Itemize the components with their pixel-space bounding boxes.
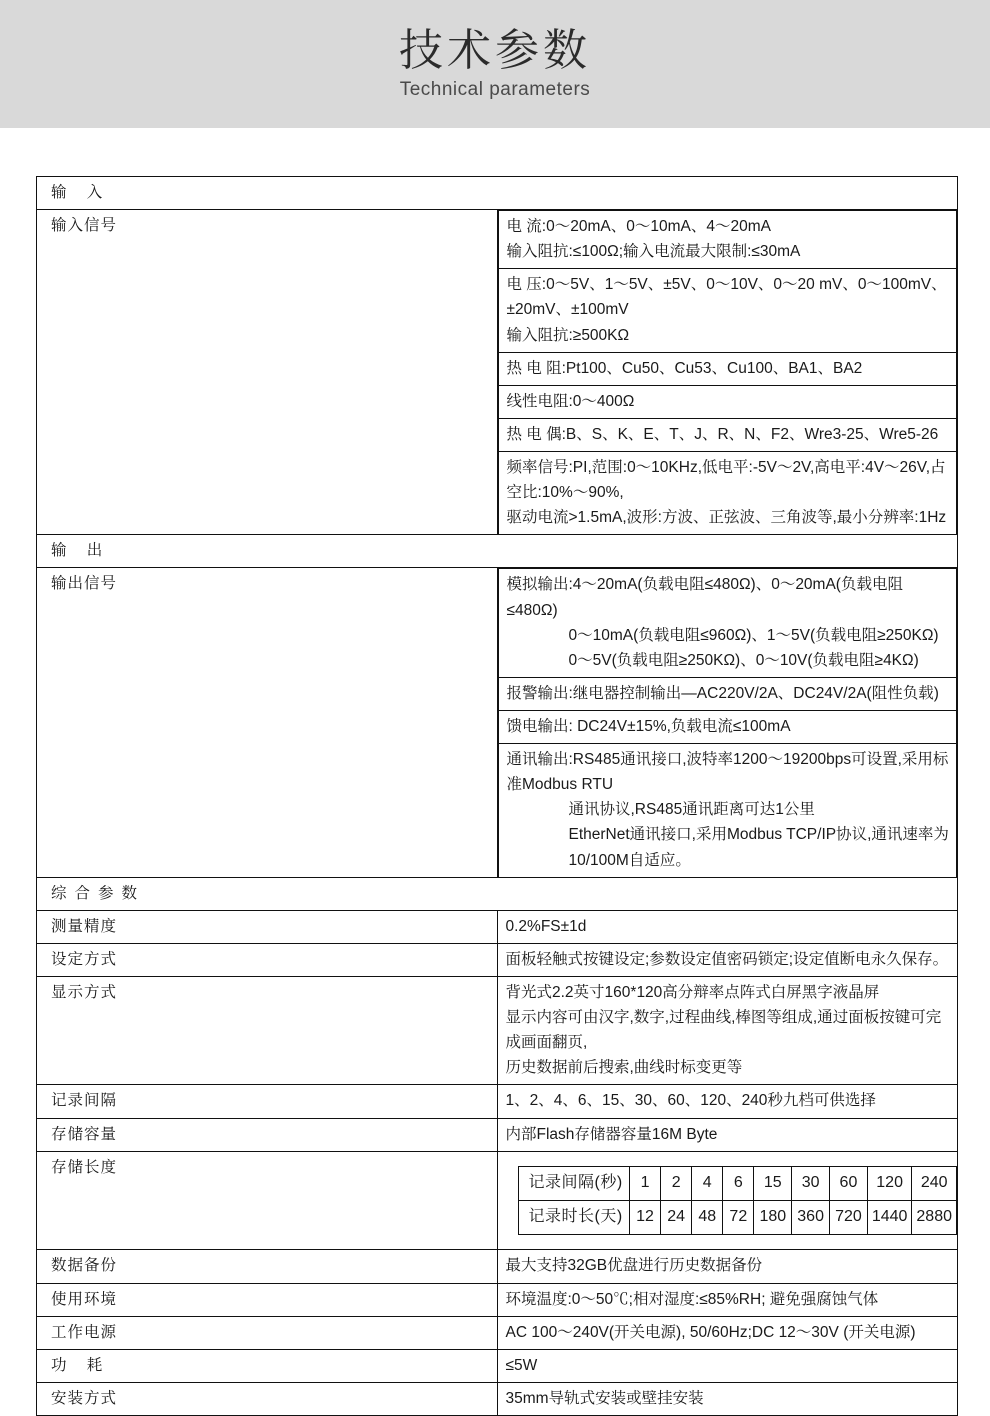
spec-sheet xyxy=(0,128,990,1416)
table-row-interval xyxy=(37,1085,958,1118)
grid-cell: 180 xyxy=(754,1201,792,1235)
table-row-input-signal xyxy=(37,210,958,535)
list-item xyxy=(498,352,957,385)
table-row-accuracy xyxy=(37,910,958,943)
grid-cell: 24 xyxy=(661,1201,692,1235)
table-row-output-signal xyxy=(37,568,958,877)
output-signal-group xyxy=(498,568,958,876)
input-current-line: 电 流:0～20mA、0～10mA、4～20mA xyxy=(506,218,771,236)
grid-cell: 30 xyxy=(792,1166,830,1200)
storage-length-grid xyxy=(518,1166,958,1236)
row-label-power: 工作电源 xyxy=(37,1316,498,1349)
table-row-setting xyxy=(37,943,958,976)
page-banner xyxy=(0,0,990,128)
table-row-display xyxy=(37,976,958,1084)
row-label-input-signal: 输入信号 xyxy=(37,210,498,535)
grid-header-duration: 记录时长(天) xyxy=(518,1201,630,1235)
display-line-1: 背光式2.2英寸160*120高分辩率点阵式白屏黑字液晶屏 xyxy=(505,983,880,1001)
output-analog-line-1: 模拟输出:4～20mA(负载电阻≤480Ω)、0～20mA(负载电阻≤480Ω) xyxy=(506,576,903,619)
grid-cell: 72 xyxy=(723,1201,754,1235)
row-value-consumption: ≤5W xyxy=(497,1349,958,1382)
table-row-consumption xyxy=(37,1349,958,1382)
input-frequency-line-2: 驱动电流>1.5mA,波形:方波、正弦波、三角波等,最小分辨率:1Hz xyxy=(506,509,947,527)
grid-cell: 120 xyxy=(867,1166,912,1200)
grid-cell: 1440 xyxy=(867,1201,912,1235)
display-line-3: 历史数据前后搜索,曲线时标变更等 xyxy=(505,1059,743,1077)
table-row-capacity xyxy=(37,1118,958,1151)
input-current-impedance-line: 输入阻抗:≤100Ω;输入电流最大限制:≤30mA xyxy=(506,243,801,261)
row-value-display xyxy=(497,976,958,1084)
grid-cell: 4 xyxy=(692,1166,723,1200)
grid-header-interval: 记录间隔(秒) xyxy=(518,1166,630,1200)
grid-cell: 60 xyxy=(830,1166,868,1200)
row-value-input-signal xyxy=(497,210,958,535)
list-item xyxy=(498,385,957,418)
output-comm-line-1: 通讯输出:RS485通讯接口,波特率1200～19200bps可设置,采用标准Modbus RTU xyxy=(506,751,949,794)
row-label-capacity: 存储容量 xyxy=(37,1118,498,1151)
list-item xyxy=(498,744,957,877)
grid-cell: 2880 xyxy=(912,1201,957,1235)
input-rtd-line: 热 电 阻:Pt100、Cu50、Cu53、Cu100、BA1、BA2 xyxy=(506,359,863,377)
row-value-capacity: 内部Flash存储器容量16M Byte xyxy=(497,1118,958,1151)
section-header-input xyxy=(37,177,958,210)
row-label-mounting: 安装方式 xyxy=(37,1382,498,1415)
row-value-interval: 1、2、4、6、15、30、60、120、240秒九档可供选择 xyxy=(497,1085,958,1118)
grid-cell: 12 xyxy=(630,1201,661,1235)
specifications-table xyxy=(36,176,958,1416)
page-title: 技术参数 xyxy=(399,25,591,75)
input-linear-resistance-line: 线性电阻:0～400Ω xyxy=(506,392,635,410)
grid-cell: 2 xyxy=(661,1166,692,1200)
grid-cell: 240 xyxy=(912,1166,957,1200)
row-label-setting: 设定方式 xyxy=(37,943,498,976)
section-label-input: 输 入 xyxy=(37,177,958,210)
list-item xyxy=(498,269,957,352)
row-label-interval: 记录间隔 xyxy=(37,1085,498,1118)
input-thermocouple-line: 热 电 偶:B、S、K、E、T、J、R、N、F2、Wre3-25、Wre5-26 xyxy=(506,425,939,443)
list-item xyxy=(498,677,957,710)
section-header-output xyxy=(37,535,958,568)
table-row-backup xyxy=(37,1250,958,1283)
table-row-storage-length xyxy=(37,1151,958,1250)
table-row xyxy=(518,1201,957,1235)
table-row-environment xyxy=(37,1283,958,1316)
row-value-setting: 面板轻触式按键设定;参数设定值密码锁定;设定值断电永久保存。 xyxy=(497,943,958,976)
output-analog-line-3: 0～5V(负载电阻≥250KΩ)、0～10V(负载电阻≥4KΩ) xyxy=(568,651,919,669)
section-label-general: 综合参数 xyxy=(37,877,958,910)
grid-cell: 360 xyxy=(792,1201,830,1235)
display-line-2: 显示内容可由汉字,数字,过程曲线,棒图等组成,通过面板按键可完成画面翻页, xyxy=(505,1009,942,1052)
row-label-environment: 使用环境 xyxy=(37,1283,498,1316)
section-label-output: 输 出 xyxy=(37,535,958,568)
grid-cell: 1 xyxy=(630,1166,661,1200)
output-comm-line-3: EtherNet通讯接口,采用Modbus TCP/IP协议,通讯速率为10/100M自适应。 xyxy=(568,826,949,869)
table-row-power xyxy=(37,1316,958,1349)
output-alarm-line: 报警输出:继电器控制输出—AC220V/2A、DC24V/2A(阻性负载) xyxy=(506,684,939,702)
output-feed-line: 馈电输出: DC24V±15%,负载电流≤100mA xyxy=(506,717,791,735)
row-label-accuracy: 测量精度 xyxy=(37,910,498,943)
row-value-backup: 最大支持32GB优盘进行历史数据备份 xyxy=(497,1250,958,1283)
input-voltage-impedance-line: 输入阻抗:≥500KΩ xyxy=(506,326,630,344)
row-label-output-signal: 输出信号 xyxy=(37,568,498,877)
row-label-consumption: 功 耗 xyxy=(37,1349,498,1382)
section-header-general xyxy=(37,877,958,910)
output-analog-line-2: 0～10mA(负载电阻≤960Ω)、1～5V(负载电阻≥250KΩ) xyxy=(568,626,939,644)
row-value-mounting: 35mm导轨式安装或壁挂安装 xyxy=(497,1382,958,1415)
input-signal-group xyxy=(498,210,958,534)
row-value-output-signal xyxy=(497,568,958,877)
list-item xyxy=(498,569,957,677)
output-comm-line-2: 通讯协议,RS485通讯距离可达1公里 xyxy=(568,801,815,819)
row-value-power: AC 100～240V(开关电源), 50/60Hz;DC 12～30V (开关电源) xyxy=(497,1316,958,1349)
list-item xyxy=(498,418,957,451)
grid-cell: 720 xyxy=(830,1201,868,1235)
grid-cell: 15 xyxy=(754,1166,792,1200)
list-item xyxy=(498,710,957,743)
list-item xyxy=(498,451,957,534)
input-voltage-line: 电 压:0～5V、1～5V、±5V、0～10V、0～20 mV、0～100mV、±20mV、±100mV xyxy=(506,276,947,319)
row-label-backup: 数据备份 xyxy=(37,1250,498,1283)
table-row-mounting xyxy=(37,1382,958,1415)
table-row xyxy=(518,1166,957,1200)
row-label-display: 显示方式 xyxy=(37,976,498,1084)
page-subtitle: Technical parameters xyxy=(399,79,591,101)
row-value-environment: 环境温度:0～50℃;相对湿度:≤85%RH; 避免强腐蚀气体 xyxy=(497,1283,958,1316)
grid-cell: 6 xyxy=(723,1166,754,1200)
input-frequency-line-1: 频率信号:PI,范围:0～10KHz,低电平:-5V～2V,高电平:4V～26V,占空比:10%～90%, xyxy=(506,458,946,502)
row-label-storage-length: 存储长度 xyxy=(37,1151,498,1250)
row-value-storage-length xyxy=(497,1151,958,1250)
row-value-accuracy: 0.2%FS±1d xyxy=(497,910,958,943)
list-item xyxy=(498,211,957,269)
grid-cell: 48 xyxy=(692,1201,723,1235)
